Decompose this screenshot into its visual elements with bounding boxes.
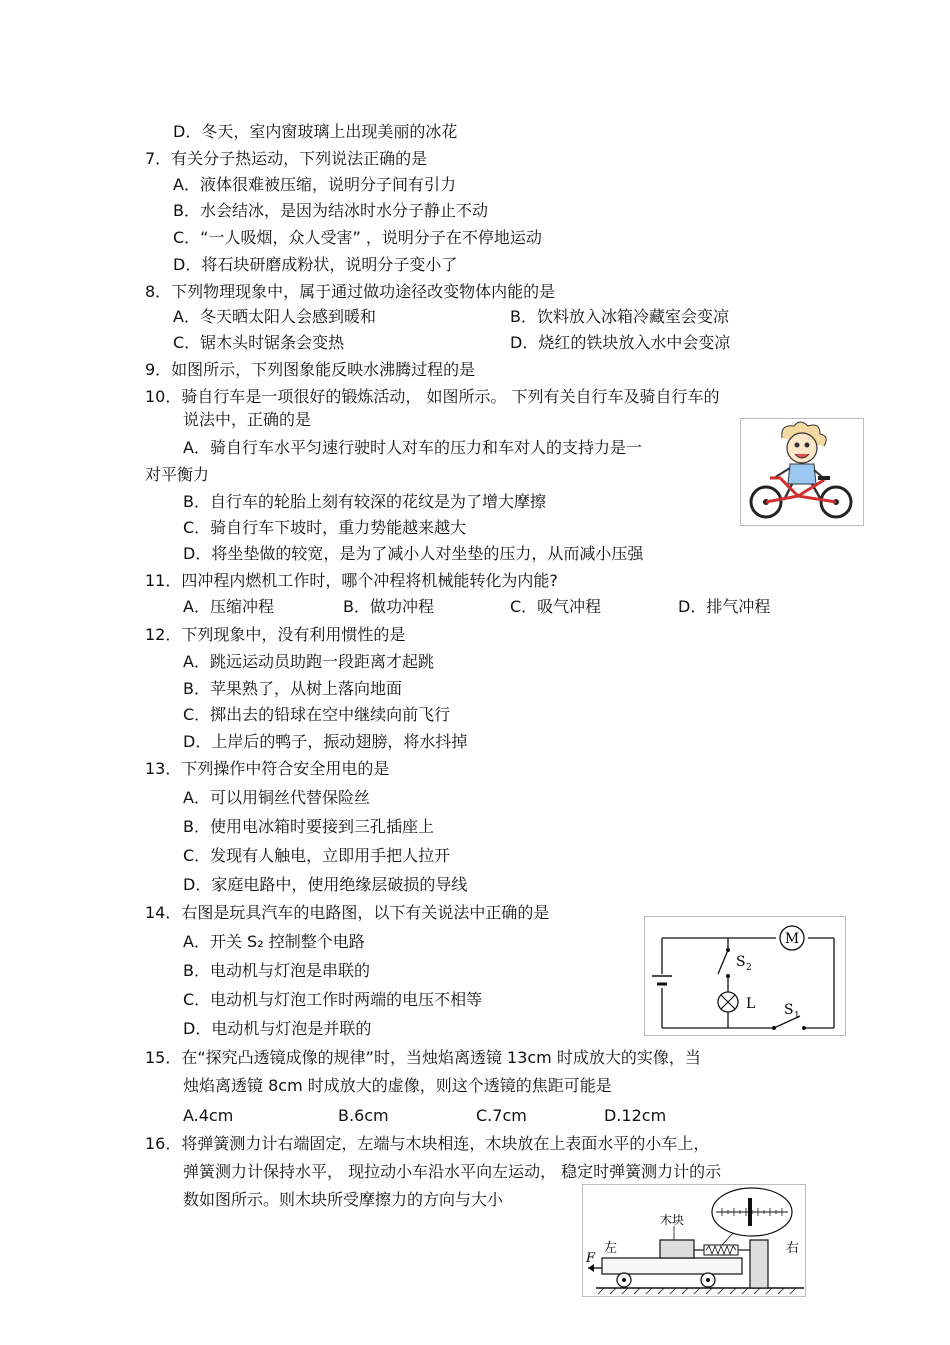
q9-stem: 9．如图所示，下列图象能反映水沸腾过程的是 [145, 360, 476, 379]
q16-stem: 16．将弹簧测力计右端固定，左端与木块相连，木块放在上表面水平的小车上， [145, 1134, 710, 1153]
q11-option-d: D．排气冲程 [678, 597, 771, 616]
q7-option-c: C．“一人吸烟，众人受害” ，说明分子在不停地运动 [173, 228, 542, 247]
q8-option-d: D．烧红的铁块放入水中会变凉 [510, 333, 731, 352]
lamp-label: L [746, 996, 756, 1012]
block-label: 木块 [660, 1213, 685, 1227]
q13-option-c: C．发现有人触电，立即用手把人拉开 [183, 846, 451, 865]
q11-stem: 11．四冲程内燃机工作时，哪个冲程将机械能转化为内能? [145, 571, 558, 590]
q15-option-d: D.12cm [604, 1106, 667, 1125]
q14-option-d: D．电动机与灯泡是并联的 [183, 1019, 372, 1038]
motor-label: M [784, 931, 800, 947]
switch-s1-subscript: 1 [794, 1011, 800, 1021]
q13-option-a: A．可以用铜丝代替保险丝 [183, 788, 370, 807]
q15-option-c: C.7cm [476, 1106, 527, 1125]
q10-stem: 10．骑自行车是一项很好的锻炼活动， 如图所示。 下列有关自行车及骑自行车的 [145, 387, 720, 406]
bicycle-rider-figure [740, 418, 864, 526]
q10-stem-cont: 说法中，正确的是 [183, 410, 312, 429]
q7-option-d: D．将石块研磨成粉状，说明分子变小了 [173, 255, 458, 274]
q15-stem-cont: 烛焰离透镜 8cm 时成放大的虚像，则这个透镜的焦距可能是 [183, 1076, 612, 1095]
q12-option-d: D．上岸后的鸭子，振动翅膀，将水抖掉 [183, 732, 468, 751]
q12-stem: 12．下列现象中，没有利用惯性的是 [145, 625, 406, 644]
q10-option-a-cont: 对平衡力 [145, 465, 210, 484]
switch-s1-label: S [784, 1002, 794, 1018]
q8-option-b: B．饮料放入冰箱冷藏室会变凉 [510, 307, 729, 326]
q12-option-c: C．掷出去的铅球在空中继续向前飞行 [183, 705, 451, 724]
q7-stem: 7．有关分子热运动，下列说法正确的是 [145, 149, 428, 168]
q14-option-b: B．电动机与灯泡是串联的 [183, 961, 370, 980]
q13-option-b: B．使用电冰箱时要接到三孔插座上 [183, 817, 434, 836]
q8-option-a: A．冬天晒太阳人会感到暖和 [173, 307, 376, 326]
q11-option-b: B．做功冲程 [343, 597, 434, 616]
q13-option-d: D．家庭电路中，使用绝缘层破损的导线 [183, 875, 468, 894]
q14-option-c: C．电动机与灯泡工作时两端的电压不相等 [183, 990, 483, 1009]
q16-stem-cont2: 数如图所示。则木块所受摩擦力的方向与大小 [183, 1190, 504, 1209]
q12-option-a: A．跳远运动员助跑一段距离才起跳 [183, 652, 434, 671]
right-label: 右 [786, 1241, 800, 1256]
q15-option-a: A.4cm [183, 1106, 234, 1125]
q15-stem: 15．在“探究凸透镜成像的规律”时，当烛焰离透镜 13cm 时成放大的实像，当 [145, 1048, 701, 1067]
q12-option-b: B．苹果熟了，从树上落向地面 [183, 679, 402, 698]
switch-s2-subscript: 2 [746, 963, 752, 973]
left-label: 左 [604, 1241, 618, 1256]
q10-option-b: B．自行车的轮胎上刻有较深的花纹是为了增大摩擦 [183, 492, 546, 511]
q10-option-d: D．将坐垫做的较宽，是为了减小人对坐垫的压力，从而减小压强 [183, 544, 644, 563]
q7-option-a: A．液体很难被压缩，说明分子间有引力 [173, 175, 456, 194]
circuit-diagram [644, 916, 846, 1036]
q8-option-c: C．锯木头时锯条会变热 [173, 333, 345, 352]
q10-option-a: A．骑自行车水平匀速行驶时人对车的压力和车对人的支持力是一 [183, 438, 642, 457]
q8-stem: 8．下列物理现象中，属于通过做功途径改变物体内能的是 [145, 282, 556, 301]
q7-option-b: B．水会结冰，是因为结冰时水分子静止不动 [173, 201, 488, 220]
q11-option-a: A．压缩冲程 [183, 597, 274, 616]
force-label: F [586, 1251, 596, 1266]
q11-option-c: C．吸气冲程 [510, 597, 602, 616]
q6-option-d: D．冬天，室内窗玻璃上出现美丽的冰花 [173, 122, 458, 141]
q16-stem-cont1: 弹簧测力计保持水平， 现拉动小车沿水平向左运动， 稳定时弹簧测力计的示 [183, 1162, 722, 1181]
q14-option-a: A．开关 S₂ 控制整个电路 [183, 932, 365, 951]
q14-stem: 14．右图是玩具汽车的电路图，以下有关说法中正确的是 [145, 903, 550, 922]
switch-s2-label: S [736, 954, 746, 970]
q15-option-b: B.6cm [338, 1106, 389, 1125]
friction-experiment-figure [582, 1184, 806, 1297]
q10-option-c: C．骑自行车下坡时，重力势能越来越大 [183, 518, 467, 537]
q13-stem: 13．下列操作中符合安全用电的是 [145, 759, 390, 778]
